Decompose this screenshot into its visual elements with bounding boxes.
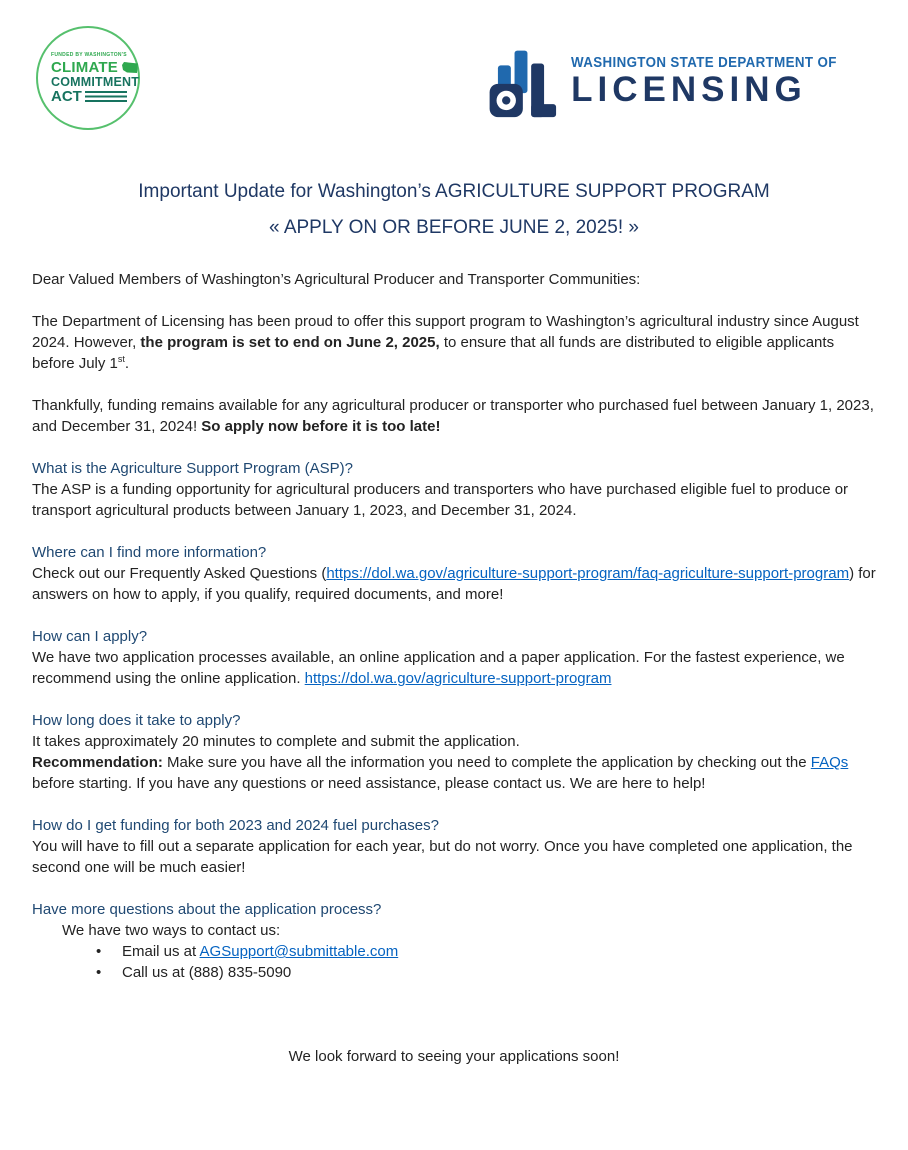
text-segment: to ensure that all funds are distributed to eligible applicants before July 1 — [32, 334, 835, 372]
intro-paragraph — [32, 311, 876, 374]
blank-line — [32, 794, 876, 815]
text-segment: Thankfully, funding remains available for any agricultural producer or transporter who purchased fuel between January 1, 2023, and December 31, 2024! — [32, 397, 874, 435]
text-segment: The ASP is a funding opportunity for agricultural producers and transporters who have purchased eligible fuel to produce or transport agricultural products between January 1, 2023, and December 31, 2024. — [32, 481, 849, 519]
blank-line — [32, 290, 876, 311]
header — [32, 26, 876, 130]
dol-logo — [485, 44, 860, 120]
blank-line — [32, 437, 876, 458]
text-segment: We look forward to seeing your applications soon! — [288, 1048, 620, 1065]
bullet-icon: • — [96, 943, 102, 960]
blank-line — [32, 1004, 876, 1025]
text-segment: How can I apply? — [32, 628, 148, 645]
title-line-1: Important Update for Washington’s AGRICULTURE SUPPORT PROGRAM — [138, 181, 770, 202]
recommendation-paragraph — [32, 752, 876, 794]
text-segment: Check out our Frequently Asked Questions ( — [32, 565, 327, 582]
text-segment: How do I get funding for both 2023 and 2024 fuel purchases? — [32, 817, 439, 834]
blank-line — [32, 374, 876, 395]
blank-line — [32, 878, 876, 899]
cca-funded-text: FUNDED BY WASHINGTON'S — [51, 52, 127, 58]
climate-commitment-act-logo — [36, 26, 140, 130]
washington-state-icon — [121, 62, 139, 74]
funding-paragraph — [32, 395, 876, 437]
document-body — [32, 269, 876, 1067]
contact-email-item — [96, 941, 876, 962]
text-segment: Where can I find more information? — [32, 544, 267, 561]
bullet-icon: • — [96, 964, 102, 981]
text-segment: Dear Valued Members of Washington’s Agricultural Producer and Transporter Communities: — [32, 271, 641, 288]
dol-mark-icon — [485, 44, 557, 120]
apply-url-link[interactable]: https://dol.wa.gov/agriculture-support-program — [304, 670, 612, 687]
text-segment: ) for answers on how to apply, if you qualify, required documents, and more! — [32, 565, 876, 603]
section-heading-how-long — [32, 710, 876, 731]
apply-paragraph — [32, 647, 876, 689]
blank-line — [32, 983, 876, 1004]
section-heading-more-questions — [32, 899, 876, 920]
section-heading-what-is-asp — [32, 458, 876, 479]
text-segment: You will have to fill out a separate application for each year, but do not worry. Once you have completed one application, the second one will be much easier! — [32, 838, 853, 876]
dol-department-line: WASHINGTON STATE DEPARTMENT OF — [571, 55, 837, 71]
faqs-link[interactable]: FAQs — [810, 754, 849, 771]
blank-line — [32, 521, 876, 542]
text-segment: Have more questions about the application process? — [32, 901, 382, 918]
blank-line — [32, 1025, 876, 1046]
text-segment: So apply now before it is too late! — [201, 418, 441, 435]
duration-paragraph — [32, 731, 876, 752]
salutation — [32, 269, 876, 290]
blank-line — [32, 689, 876, 710]
cca-stripes-icon — [85, 91, 127, 102]
section-heading-both-years — [32, 815, 876, 836]
bullet-text — [122, 941, 398, 962]
text-segment: st — [117, 354, 125, 364]
section-heading-how-apply — [32, 626, 876, 647]
document-title — [32, 174, 876, 246]
bullet-text — [122, 962, 291, 983]
closing-line — [32, 1046, 876, 1067]
text-segment: What is the Agriculture Support Program (ASP)? — [32, 460, 353, 477]
text-segment: the program is set to end on June 2, 2025, — [140, 334, 440, 351]
faq-url-link[interactable]: https://dol.wa.gov/agriculture-support-program/faq-agriculture-support-program — [326, 565, 850, 582]
text-segment: Make sure you have all the information you need to complete the application by checking out the — [162, 754, 811, 771]
text-segment: We have two application processes available, an online application and a paper application. For the fastest experience, we recommend using the online application. — [32, 649, 845, 687]
both-years-paragraph — [32, 836, 876, 878]
text-segment: We have two ways to contact us: — [62, 922, 281, 939]
cca-climate-text: CLIMATE — [51, 60, 139, 75]
contact-intro — [62, 920, 876, 941]
section-heading-more-info — [32, 542, 876, 563]
dol-logo-text — [571, 55, 860, 109]
faq-paragraph — [32, 563, 876, 605]
text-segment: Email us at — [122, 943, 200, 960]
dol-licensing-wordmark: LICENSING — [571, 70, 807, 109]
text-segment: Recommendation: — [32, 754, 163, 771]
cca-act-text: ACT — [51, 89, 127, 104]
text-segment: . — [124, 355, 130, 372]
title-line-2: « APPLY ON OR BEFORE JUNE 2, 2025! » — [269, 217, 639, 238]
blank-line — [32, 605, 876, 626]
text-segment: before starting. If you have any questions or need assistance, please contact us. We are here to help! — [32, 775, 706, 792]
email-link[interactable]: AGSupport@submittable.com — [199, 943, 399, 960]
asp-description — [32, 479, 876, 521]
text-segment: How long does it take to apply? — [32, 712, 241, 729]
contact-phone-item — [96, 962, 876, 983]
text-segment: Call us at (888) 835-5090 — [122, 964, 292, 981]
cca-commitment-text: COMMITMENT — [51, 75, 140, 89]
text-segment: It takes approximately 20 minutes to complete and submit the application. — [32, 733, 520, 750]
text-segment: The Department of Licensing has been proud to offer this support program to Washington’s agricultural industry since August 2024. However, — [32, 313, 859, 351]
